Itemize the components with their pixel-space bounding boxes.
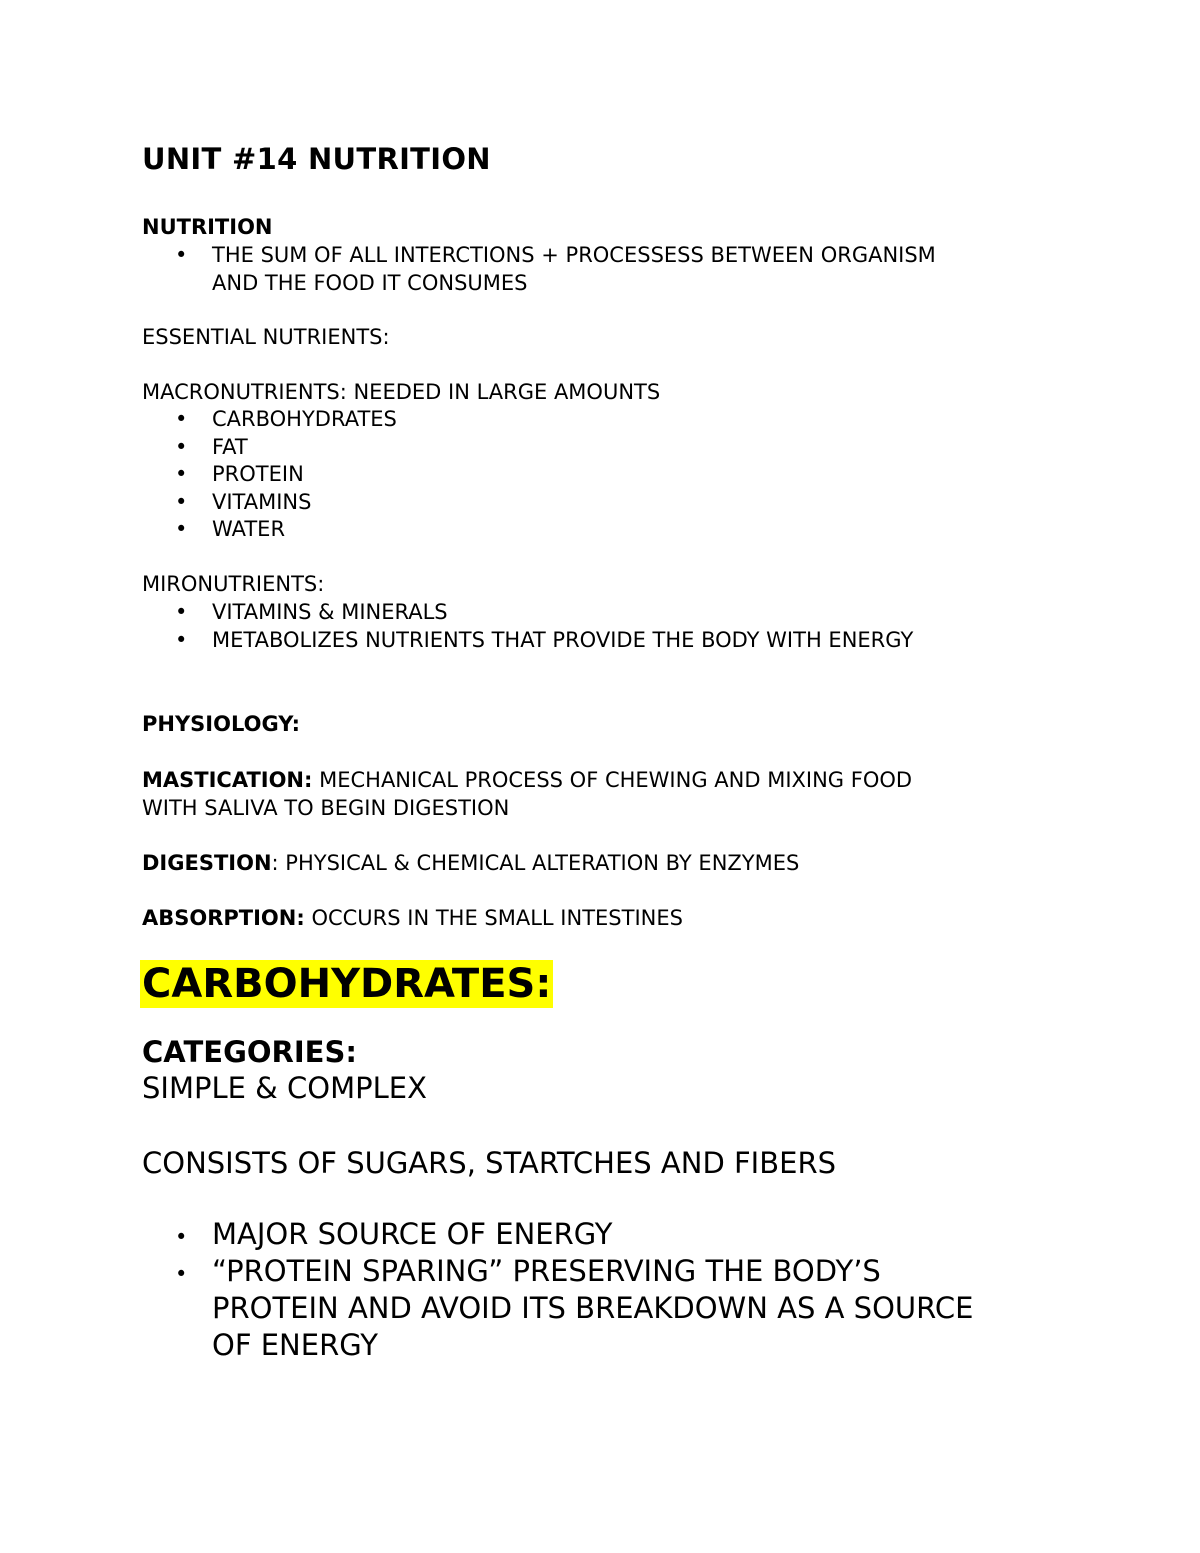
list-item: • FAT (142, 434, 397, 462)
nutrition-heading: NUTRITION (142, 215, 273, 239)
bullet-icon: • (175, 1262, 188, 1286)
list-item: • MAJOR SOURCE OF ENERGY (142, 1216, 973, 1253)
physiology-heading: PHYSIOLOGY: (142, 712, 301, 736)
list-item: • METABOLIZES NUTRIENTS THAT PROVIDE THE BODY WITH ENERGY (142, 627, 913, 655)
carbs-bullet-list (142, 1216, 973, 1364)
page-title: UNIT #14 NUTRITION (142, 142, 491, 176)
micronutrients-heading: MIRONUTRIENTS: (142, 572, 325, 596)
bullet-icon: • (175, 434, 188, 459)
absorption-line: ABSORPTION: OCCURS IN THE SMALL INTESTINES (142, 906, 683, 930)
micronutrients-list (142, 599, 913, 654)
mastication-line1: MASTICATION: MECHANICAL PROCESS OF CHEWING AND MIXING FOOD (142, 768, 913, 792)
carbs-consists-text: CONSISTS OF SUGARS, STARTCHES AND FIBERS (142, 1146, 837, 1180)
carbohydrates-heading: CARBOHYDRATES: (142, 961, 552, 1007)
mastication-label: MASTICATION: (142, 768, 313, 792)
categories-heading: CATEGORIES: (142, 1035, 357, 1069)
categories-text: SIMPLE & COMPLEX (142, 1071, 427, 1105)
bullet-icon: • (175, 600, 188, 624)
list-item: • PROTEIN (142, 461, 397, 489)
bullet-icon: • (175, 627, 188, 652)
list-item: • CARBOHYDRATES (142, 406, 397, 434)
macronutrients-heading: MACRONUTRIENTS: NEEDED IN LARGE AMOUNTS (142, 380, 661, 404)
absorption-label: ABSORPTION: (142, 906, 305, 930)
list-item: • VITAMINS (142, 489, 397, 517)
bullet-icon: • (175, 489, 188, 514)
mastication-line2: WITH SALIVA TO BEGIN DIGESTION (142, 796, 510, 820)
nutrition-definition-list (142, 242, 936, 297)
list-item: • “PROTEIN SPARING” PRESERVING THE BODY’S PROTEIN AND AVOID ITS BREAKDOWN AS A SOURCE OF ENERGY (175, 1254, 974, 1362)
list-item: • VITAMINS & MINERALS (142, 599, 913, 627)
nutrition-definition-line1: THE SUM OF ALL INTERCTIONS + PROCESSESS BETWEEN ORGANISM (212, 243, 936, 267)
nutrition-definition-line2: AND THE FOOD IT CONSUMES (212, 270, 528, 295)
digestion-label: DIGESTION (142, 851, 272, 875)
essential-nutrients-heading: ESSENTIAL NUTRIENTS: (142, 325, 390, 349)
list-item: • WATER (142, 516, 397, 544)
macronutrients-list (142, 406, 397, 544)
digestion-line: DIGESTION: PHYSICAL & CHEMICAL ALTERATION BY ENZYMES (142, 851, 800, 875)
bullet-icon: • (175, 462, 188, 486)
bullet-icon: • (175, 243, 188, 267)
bullet-icon: • (175, 407, 188, 431)
list-item (142, 242, 936, 297)
bullet-icon: • (175, 517, 188, 541)
bullet-icon: • (175, 1225, 188, 1249)
